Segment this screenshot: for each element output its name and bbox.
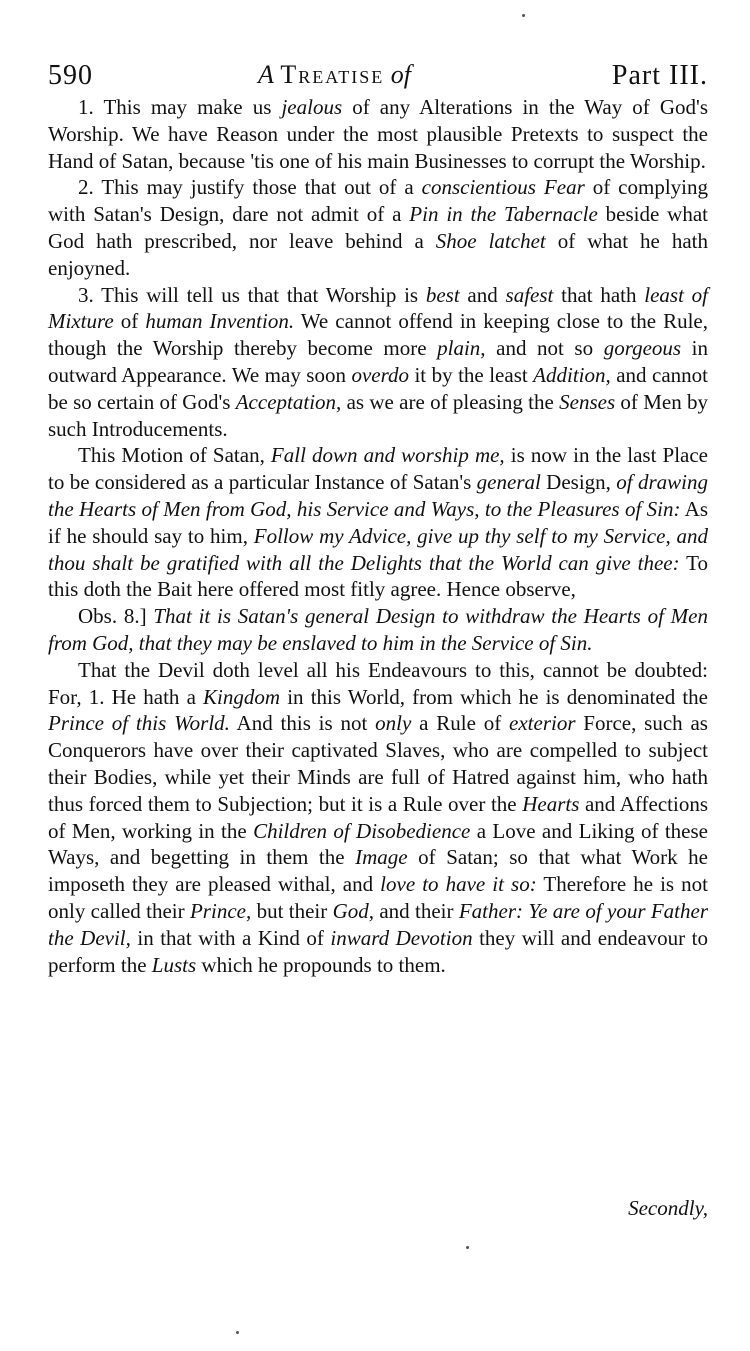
italic-text: of drawing the Hearts of Men from God, his Service and Ways, to the Pleasures of Sin:: [48, 470, 709, 521]
text: which he propounds to them.: [196, 952, 446, 977]
text: as we are of pleasing the: [341, 389, 560, 414]
ink-speck: [522, 14, 525, 17]
paragraph-6: [48, 657, 708, 979]
text: of any Alterations in the Way of God's Worship. We have Reason under the most plausible Pretexts to suspect the Hand of Satan, because 'tis one of his main Businesses to corrupt the Worship.: [48, 95, 709, 173]
italic-text: only: [375, 711, 412, 736]
text: That the Devil doth level all his Endeavours to this, cannot be doubted: For, 1. He hath a: [48, 657, 708, 709]
text: and Affections of Men, working in the: [48, 791, 708, 843]
text: 2. This may justify those that out of a: [78, 175, 422, 200]
text: and: [459, 282, 506, 307]
text: To this doth the Bait here offered most fitly agree. Hence observe,: [48, 550, 708, 602]
text: that hath: [553, 282, 645, 307]
italic-text: Follow my Advice, give up thy self to my Service, and thou shalt be gratified with all the Delights that the World can give thee:: [48, 523, 709, 575]
text: Therefore he is not only called their: [48, 872, 708, 923]
running-title-treatise: Treatise: [280, 60, 385, 89]
italic-text: overdo: [351, 362, 409, 387]
italic-text: plain,: [437, 336, 486, 361]
text: beside what God hath prescribed, nor leave behind a: [48, 202, 708, 253]
paragraph-3: [48, 282, 708, 443]
observation-text: That it is Satan's general Design to withdraw the Hearts of Men from God, that they may be enslaved to him in the Service of Sin.: [48, 604, 708, 655]
text: but their: [251, 898, 333, 923]
italic-text: exterior: [509, 711, 576, 736]
italic-text: general: [476, 470, 541, 495]
text: Force, such as Conquerors have over their captivated Slaves, who are compelled to subject their Bodies, while yet their Minds are full of Hatred against him, who hath thus forced them to Subjection; but it is a Rule over the: [48, 711, 708, 816]
italic-text: Image: [355, 845, 408, 870]
italic-text: gorgeous: [603, 336, 682, 361]
text: in that with a Kind of: [130, 925, 331, 950]
italic-text: God,: [332, 898, 374, 923]
text: of complying with Satan's Design, dare not admit of a: [48, 175, 708, 227]
observation-label: Obs. 8.]: [78, 604, 154, 629]
italic-text: Acceptation,: [235, 389, 342, 414]
italic-text: Prince,: [189, 898, 252, 923]
text: of what he hath enjoyned.: [48, 228, 709, 280]
text: and cannot be so certain of God's: [48, 362, 709, 414]
italic-text: conscientious Fear: [421, 175, 585, 200]
text: and not so: [485, 336, 604, 361]
italic-text: Fall down and worship me,: [270, 443, 505, 468]
text: As if he should say to him,: [48, 496, 708, 548]
italic-text: Pin in the Tabernacle: [409, 202, 598, 227]
italic-text: human Invention.: [145, 309, 295, 334]
running-title: [258, 60, 411, 90]
page-number: 590: [48, 60, 93, 91]
text: in this World, from which he is denominated the: [280, 684, 709, 709]
running-head: [48, 60, 708, 94]
italic-text: Father:: [458, 898, 523, 923]
paragraph-1: [48, 94, 708, 174]
italic-text: Prince of this World.: [48, 711, 230, 736]
paragraph-2: [48, 174, 708, 281]
text: a Love and Liking of these Ways, and begetting in them the: [48, 818, 708, 870]
text: 3. This will tell us that that Worship is: [78, 282, 426, 307]
italic-text: jealous: [281, 95, 343, 119]
text: of: [113, 309, 146, 334]
text: Design,: [540, 470, 617, 495]
part-label: Part III.: [611, 60, 708, 91]
italic-text: Kingdom: [203, 684, 281, 709]
italic-text: inward Devotion: [330, 925, 473, 950]
ink-speck: [466, 1246, 469, 1249]
running-title-of: of: [390, 60, 412, 89]
running-title-a: A: [258, 60, 274, 89]
text: This Motion of Satan,: [78, 443, 271, 468]
text: they will and endeavour to perform the: [48, 925, 709, 977]
catchword: Secondly,: [628, 1196, 708, 1220]
paragraph-4: [48, 442, 708, 603]
text: 1. This may make us: [78, 95, 282, 119]
italic-text: least of Mixture: [48, 282, 708, 334]
italic-text: Addition,: [533, 362, 611, 387]
italic-text: Children of Disobedience: [253, 818, 471, 843]
book-page: [48, 60, 708, 978]
italic-text: Senses: [559, 389, 616, 414]
paragraph-observation-8: [48, 603, 708, 657]
text: We cannot offend in keeping close to the Rule, though the Worship thereby become more: [48, 309, 708, 361]
text: And this is not: [229, 711, 376, 736]
italic-text: Shoe latchet: [435, 228, 546, 253]
italic-text: love to have it so:: [380, 872, 537, 897]
ink-speck: [236, 1331, 239, 1334]
italic-text: best: [425, 282, 460, 307]
text: is now in the last Place to be considered as a particular Instance of Satan's: [48, 443, 708, 495]
italic-text: Ye are of your Father the Devil,: [48, 898, 708, 950]
italic-text: Hearts: [522, 791, 580, 816]
italic-text: Lusts: [151, 952, 197, 977]
text: and their: [374, 898, 459, 923]
text: in outward Appearance. We may soon: [48, 336, 708, 387]
italic-text: safest: [505, 282, 554, 307]
text: of Satan; so that what Work he imposeth they are pleased withal, and: [48, 845, 708, 897]
text: a Rule of: [411, 711, 510, 736]
text: of Men by such Introducements.: [48, 389, 709, 441]
text: it by the least: [409, 362, 534, 387]
